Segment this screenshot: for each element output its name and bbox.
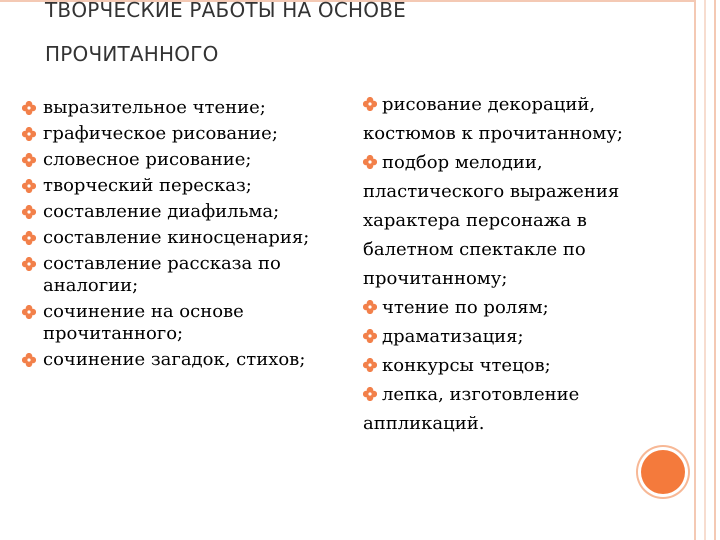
text-line xyxy=(363,90,683,119)
flower-bullet-icon xyxy=(363,155,377,169)
text-line xyxy=(363,351,683,380)
text-line-content: костюмов к прочитанному; xyxy=(363,123,623,144)
text-line-content: характера персонажа в xyxy=(363,210,587,231)
right-border-inner xyxy=(704,0,706,540)
list-item xyxy=(22,97,352,119)
text-line-content: подбор мелодии, xyxy=(382,152,543,173)
flower-bullet-icon xyxy=(363,97,377,111)
flower-bullet-icon xyxy=(22,257,36,271)
text-line xyxy=(363,264,683,293)
list-item xyxy=(22,201,352,223)
title-line-2: ПРОЧИТАННОГО xyxy=(45,42,219,66)
text-line-content: балетном спектакле по xyxy=(363,239,586,260)
text-line xyxy=(363,148,683,177)
text-line xyxy=(363,293,683,322)
flower-bullet-icon xyxy=(363,358,377,372)
list-item-text: составление диафильма; xyxy=(43,201,280,222)
list-item xyxy=(22,253,352,297)
flower-bullet-icon xyxy=(363,387,377,401)
text-line-content: лепка, изготовление xyxy=(382,384,580,405)
list-item-text: графическое рисование; xyxy=(43,123,278,144)
list-item-text: сочинение на основе прочитанного; xyxy=(43,301,244,344)
list-item-text: составление киносценария; xyxy=(43,227,310,248)
list-item xyxy=(22,349,352,371)
flower-bullet-icon xyxy=(22,101,36,115)
text-line xyxy=(363,119,683,148)
text-line-content: прочитанному; xyxy=(363,268,508,289)
list-item xyxy=(22,149,352,171)
right-column xyxy=(363,90,683,438)
list-item xyxy=(22,301,352,345)
orange-circle-icon xyxy=(641,450,685,494)
slide-title xyxy=(45,0,665,76)
list-item xyxy=(22,227,352,249)
text-line-content: конкурсы чтецов; xyxy=(382,355,551,376)
list-item-text: составление рассказа по аналогии; xyxy=(43,253,281,296)
list-item xyxy=(22,123,352,145)
flower-bullet-icon xyxy=(22,353,36,367)
text-line-content: драматизация; xyxy=(382,326,524,347)
list-item-text: сочинение загадок, стихов; xyxy=(43,349,306,370)
flower-bullet-icon xyxy=(22,231,36,245)
text-line xyxy=(363,206,683,235)
list-item-text: творческий пересказ; xyxy=(43,175,252,196)
list-item-text: словесное рисование; xyxy=(43,149,252,170)
text-line xyxy=(363,409,683,438)
flower-bullet-icon xyxy=(22,153,36,167)
text-line xyxy=(363,380,683,409)
list-item xyxy=(22,175,352,197)
left-column xyxy=(22,97,352,375)
flower-bullet-icon xyxy=(363,300,377,314)
flower-bullet-icon xyxy=(22,205,36,219)
text-line xyxy=(363,322,683,351)
flower-bullet-icon xyxy=(22,305,36,319)
text-line-content: чтение по ролям; xyxy=(382,297,549,318)
flower-bullet-icon xyxy=(22,127,36,141)
flower-bullet-icon xyxy=(22,179,36,193)
text-line-content: аппликаций. xyxy=(363,413,485,434)
flower-bullet-icon xyxy=(363,329,377,343)
text-line-content: рисование декораций, xyxy=(382,94,596,115)
title-line-1: ТВОРЧЕСКИЕ РАБОТЫ НА ОСНОВЕ xyxy=(45,0,406,22)
list-item-text: выразительное чтение; xyxy=(43,97,266,118)
left-bullet-list xyxy=(22,97,352,371)
text-line-content: пластического выражения xyxy=(363,181,620,202)
text-line xyxy=(363,235,683,264)
text-line xyxy=(363,177,683,206)
